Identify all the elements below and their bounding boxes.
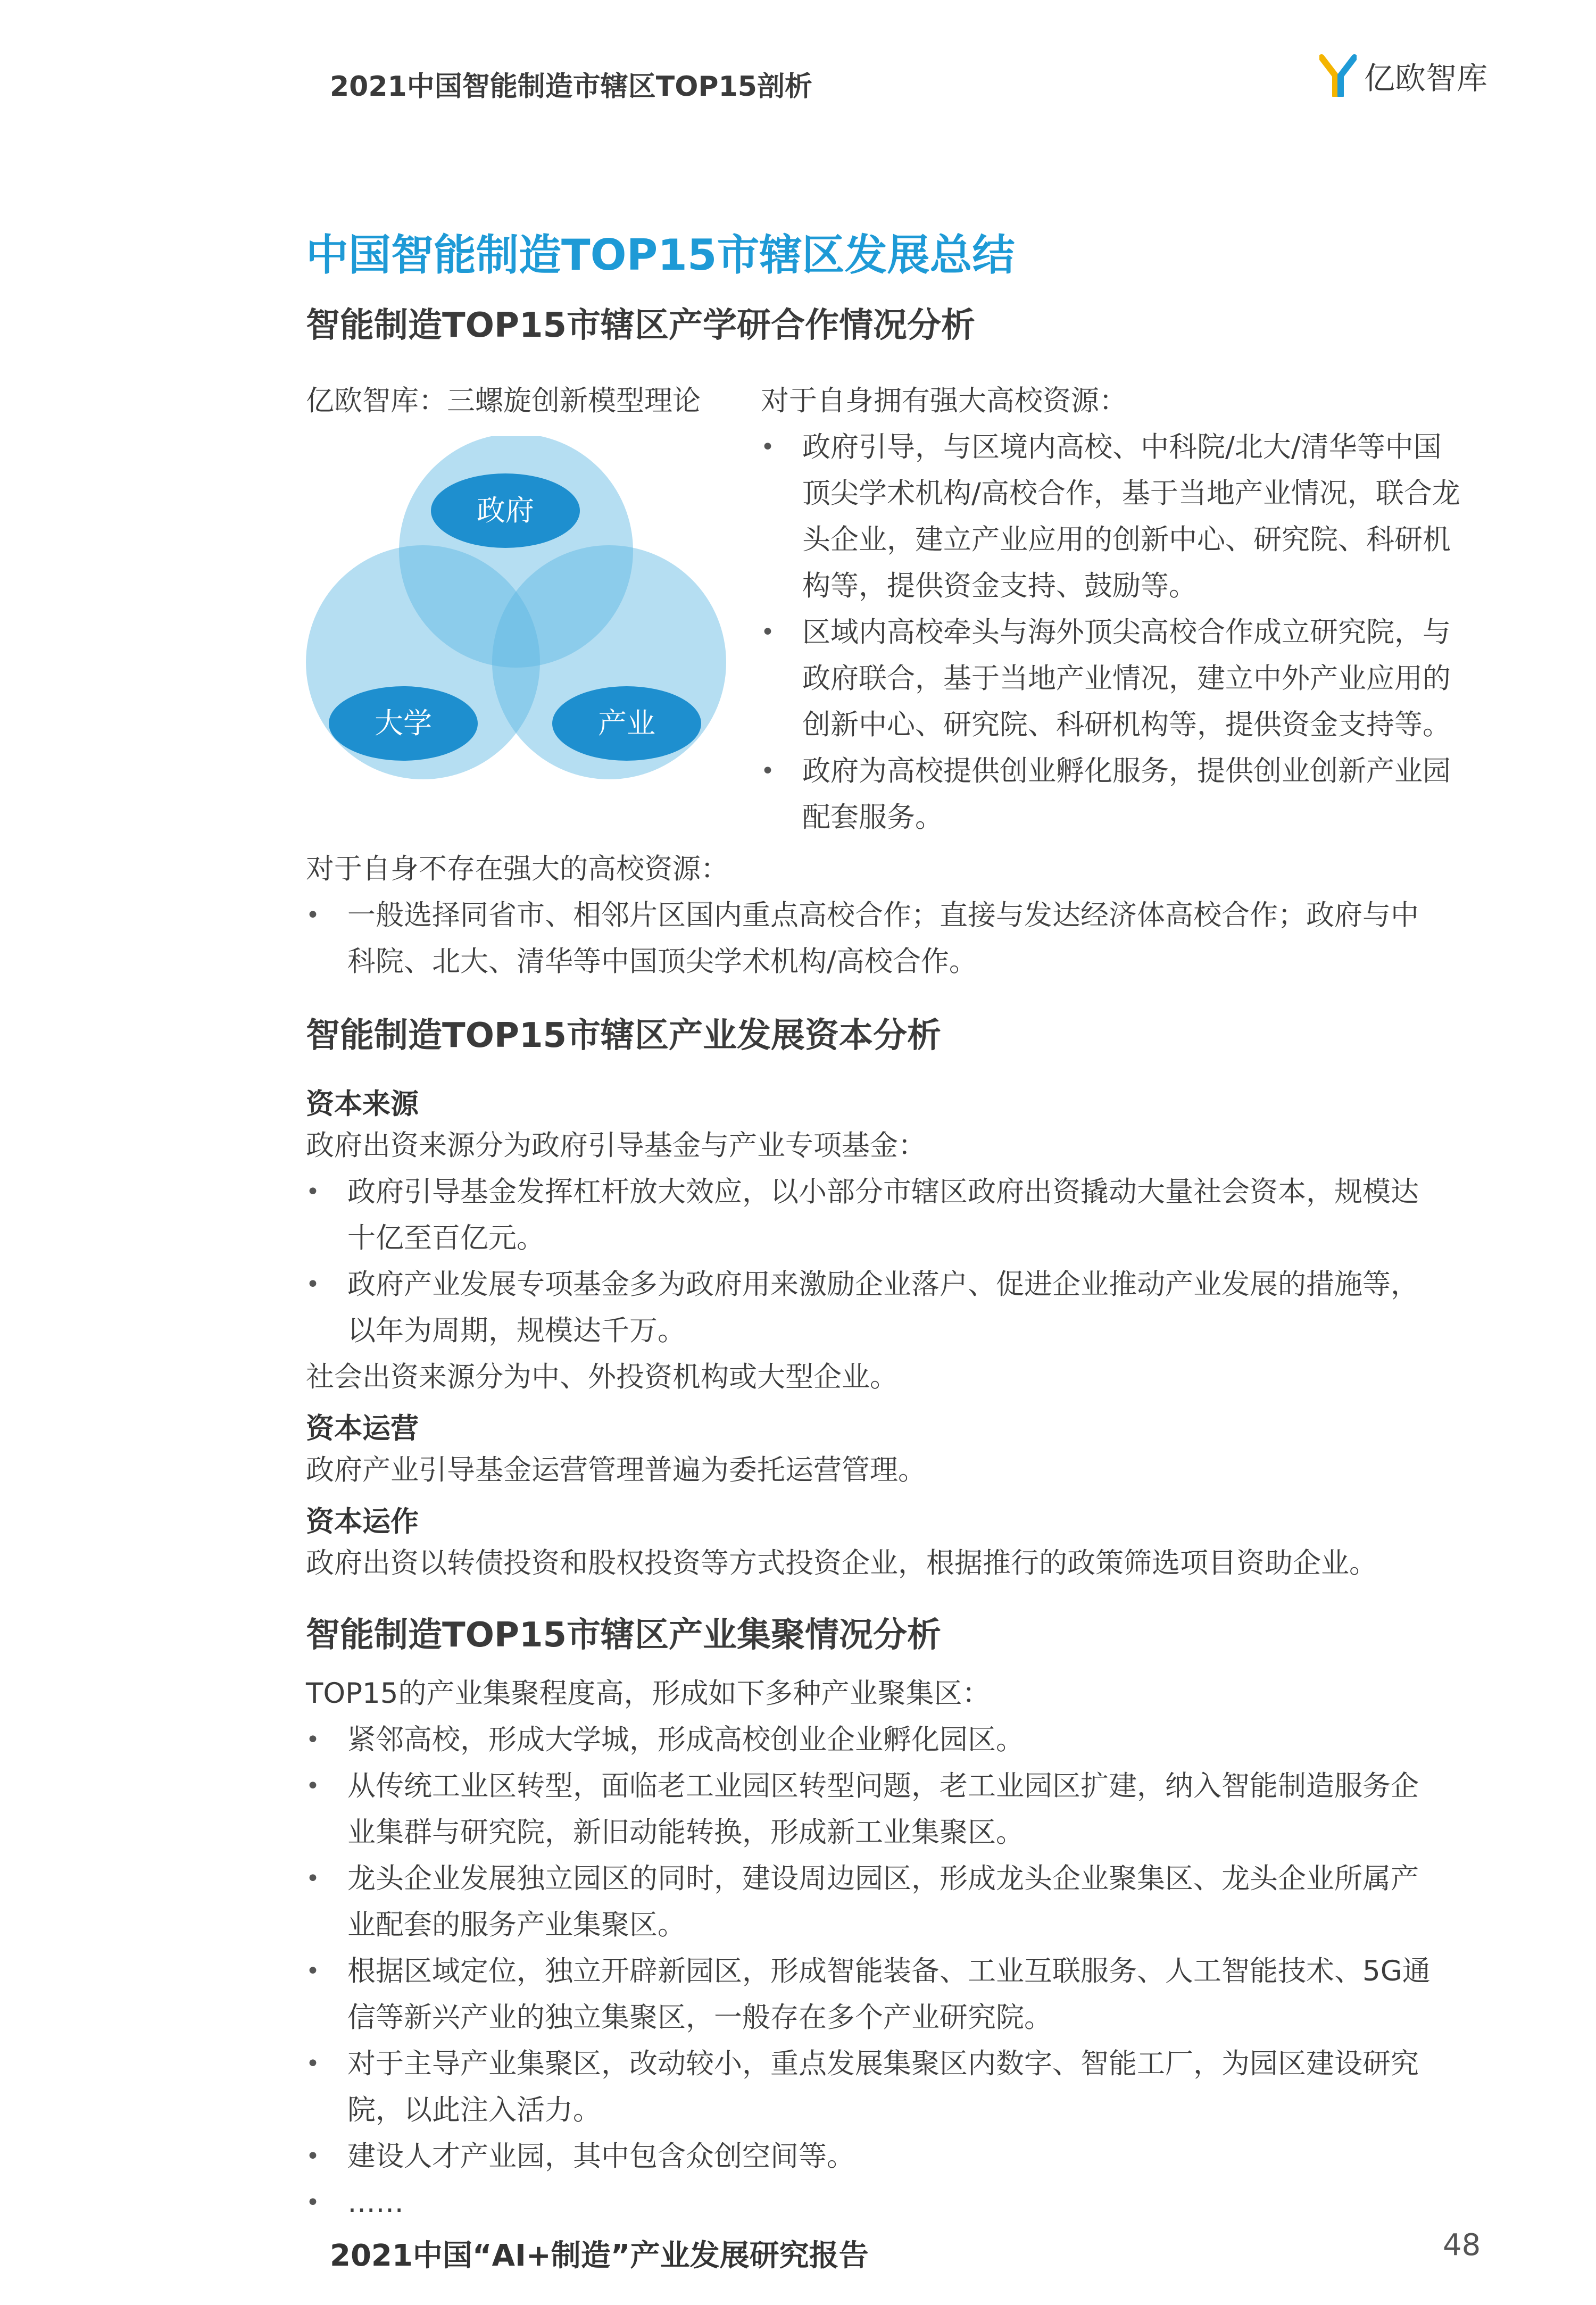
gov-funding-intro: 政府出资来源分为政府引导基金与产业专项基金： — [306, 1129, 926, 1162]
page-number: 48 — [1443, 2228, 1481, 2262]
list-item: • 一般选择同省市、相邻片区国内重点高校合作；直接与发达经济体高校合作；政府与中 科院、北大、清华等中国顶尖学术机构/高校合作。 — [306, 899, 1419, 978]
list-item: • 紧邻高校，形成大学城，形成高校创业企业孵化园区。 — [306, 1724, 1024, 1756]
gov-funding-list — [306, 1169, 1419, 1354]
triple-helix-venn-diagram — [303, 436, 729, 809]
diagram-caption: 亿欧智库：三螺旋创新模型理论 — [306, 385, 701, 417]
page-title: 中国智能制造TOP15市辖区发展总结 — [306, 230, 1015, 280]
list-item: • 政府引导基金发挥杠杆放大效应，以小部分市辖区政府出资撬动大量社会资本，规模达 十亿至百亿元。 — [306, 1176, 1419, 1254]
list-item: • 从传统工业区转型，面临老工业园区转型问题，老工业园区扩建，纳入智能制造服务企 业集群与研究院，新旧动能转换，形成新工业集聚区。 — [306, 1770, 1419, 1849]
list-item: • 龙头企业发展独立园区的同时，建设周边园区，形成龙头企业聚集区、龙头企业所属产 业配套的服务产业集聚区。 — [306, 1862, 1419, 1941]
list-item: • 对于主导产业集聚区，改动较小，重点发展集聚区内数字、智能工厂，为园区建设研究 院，以此注入活力。 — [306, 2048, 1419, 2126]
capital-source-heading: 资本来源 — [306, 1088, 419, 1120]
list-item: • 政府为高校提供创业孵化服务，提供创业创新产业园 配套服务。 — [761, 755, 1451, 834]
capital-ops-heading: 资本运营 — [306, 1412, 419, 1445]
weak-resources-list — [306, 892, 1419, 985]
header-title: 2021中国智能制造市辖区TOP15剖析 — [330, 71, 812, 103]
capital-run-line: 政府出资以转债投资和股权投资等方式投资企业，根据推行的政策筛选项目资助企业。 — [306, 1547, 1377, 1579]
social-funding-line: 社会出资来源分为中、外投资机构或大型企业。 — [306, 1361, 898, 1393]
weak-resources-intro: 对于自身不存在强大的高校资源： — [306, 853, 729, 885]
section-title-research-cooperation: 智能制造TOP15市辖区产学研合作情况分析 — [306, 306, 976, 345]
list-item: • …… — [306, 2186, 404, 2219]
brand — [1319, 53, 1487, 98]
list-item: • 根据区域定位，独立开辟新园区，形成智能装备、工业互联服务、人工智能技术、5G通 信等新兴产业的独立集聚区，一般存在多个产业研究院。 — [306, 1955, 1431, 2034]
list-item: • 建设人才产业园，其中包含众创空间等。 — [306, 2140, 855, 2173]
brand-name: 亿欧智库 — [1364, 60, 1488, 96]
cluster-intro: TOP15的产业集聚程度高，形成如下多种产业聚集区： — [306, 1677, 991, 1710]
yiou-logo-icon — [1319, 54, 1357, 97]
list-item: • 区域内高校牵头与海外顶尖高校合作成立研究院，与 政府联合，基于当地产业情况，建立中外产业应用的 创新中心、研究院、科研机构等，提供资金支持等。 — [761, 616, 1451, 741]
cluster-list — [306, 1717, 1431, 2226]
venn-label-university: 大学 — [375, 706, 432, 740]
venn-label-industry: 产业 — [598, 706, 655, 740]
capital-run-heading: 资本运作 — [306, 1505, 419, 1538]
footer-title: 2021中国“AI+制造”产业发展研究报告 — [330, 2239, 869, 2273]
list-item: • 政府引导，与区境内高校、中科院/北大/清华等中国 顶尖学术机构/高校合作，基于当地产业情况，联合龙 头企业，建立产业应用的创新中心、研究院、科研机 构等，提供资金支持、鼓励等。 — [761, 431, 1460, 602]
venn-label-government: 政府 — [477, 494, 534, 527]
list-item: • 政府产业发展专项基金多为政府用来激励企业落户、促进企业推动产业发展的措施等， 以年为周期，规模达千万。 — [306, 1268, 1419, 1347]
section-title-capital: 智能制造TOP15市辖区产业发展资本分析 — [306, 1016, 942, 1055]
strong-resources-list — [761, 424, 1460, 841]
capital-ops-line: 政府产业引导基金运营管理普遍为委托运营管理。 — [306, 1454, 926, 1486]
strong-resources-intro: 对于自身拥有强大高校资源： — [761, 385, 1127, 417]
section-title-cluster: 智能制造TOP15市辖区产业集聚情况分析 — [306, 1616, 942, 1655]
